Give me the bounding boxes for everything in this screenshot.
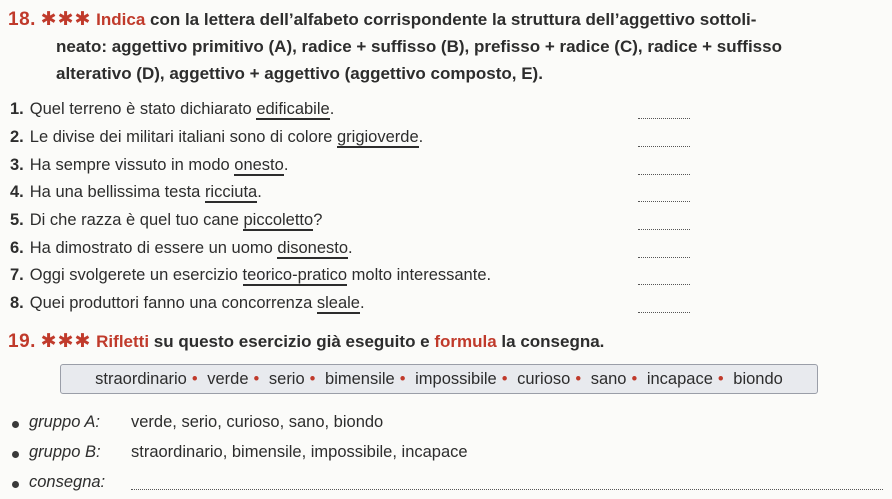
word: incapace: [646, 370, 713, 388]
answer-line[interactable]: [638, 312, 690, 313]
underlined-word: onesto: [234, 156, 284, 174]
underlined-word: disonesto: [277, 239, 349, 257]
consegna-label: consegna:: [29, 473, 106, 491]
underlined-word: piccoletto: [243, 211, 314, 229]
bullet-icon: [12, 481, 19, 488]
group-a-label: gruppo A:: [29, 413, 100, 431]
underlined-word: teorico-pratico: [242, 266, 348, 284]
instruction-line-1: con la lettera dell’alfabeto corrispondente la struttura dell’aggettivo sottoli-: [145, 10, 757, 29]
instruction-line-2: neato: aggettivo primitivo (A), radice + suffisso (B), prefisso + radice (C), radice + suffisso: [56, 37, 782, 56]
exercise-item: 4. Ha una bellissima testa ricciuta.: [10, 183, 262, 201]
exercise-item: 1. Quel terreno è stato dichiarato edificabile.: [10, 100, 335, 118]
exercise-item: 7. Oggi svolgerete un esercizio teorico-pratico molto interessante.: [10, 266, 492, 284]
answer-line[interactable]: [638, 201, 690, 202]
separator-dot-icon: •: [575, 370, 582, 388]
answer-line[interactable]: [638, 284, 690, 285]
group-a-words: verde, serio, curioso, sano, biondo: [131, 413, 384, 431]
exercise-number: 18.: [8, 9, 36, 30]
word: impossibile: [415, 370, 497, 388]
group-b-label: gruppo B:: [29, 443, 101, 461]
word: bimensile: [325, 370, 395, 388]
exercise-item: 3. Ha sempre vissuto in modo onesto.: [10, 156, 289, 174]
separator-dot-icon: •: [191, 370, 198, 388]
exercise-19-instructions: 19. ✱✱✱ Rifletti su questo esercizio già eseguito e formula la consegna.: [8, 331, 605, 352]
instruction-verb: Rifletti: [96, 332, 150, 351]
word: sano: [590, 370, 627, 388]
exercise-item: 6. Ha dimostrato di essere un uomo disonesto.: [10, 239, 353, 257]
instruction-verb: formula: [434, 332, 497, 351]
word: serio: [268, 370, 305, 388]
separator-dot-icon: •: [309, 370, 316, 388]
answer-line[interactable]: [638, 118, 690, 119]
exercise-item: 5. Di che razza è quel tuo cane piccoletto?: [10, 211, 323, 229]
answer-line[interactable]: [638, 257, 690, 258]
underlined-word: ricciuta: [204, 183, 258, 201]
underlined-word: edificabile: [256, 100, 330, 118]
underlined-word: grigioverde: [337, 128, 419, 146]
difficulty-stars-icon: ✱✱✱: [40, 9, 92, 30]
underlined-word: sleale: [316, 294, 360, 312]
exercise-number: 19.: [8, 331, 36, 352]
bullet-icon: [12, 421, 19, 428]
difficulty-stars-icon: ✱✱✱: [40, 331, 92, 352]
separator-dot-icon: •: [717, 370, 724, 388]
separator-dot-icon: •: [253, 370, 260, 388]
word: biondo: [733, 370, 783, 388]
exercise-item: 8. Quei produttori fanno una concorrenza sleale.: [10, 294, 365, 312]
word: straordinario: [95, 370, 187, 388]
exercise-18-instructions: [8, 6, 888, 87]
exercise-item: 2. Le divise dei militari italiani sono di colore grigioverde.: [10, 128, 424, 146]
instruction-line-3: alterativo (D), aggettivo + aggettivo (aggettivo composto, E).: [56, 64, 543, 83]
separator-dot-icon: •: [399, 370, 406, 388]
word: curioso: [517, 370, 571, 388]
group-b-words: straordinario, bimensile, impossibile, incapace: [131, 443, 468, 461]
consegna-answer-line[interactable]: [131, 489, 883, 490]
answer-line[interactable]: [638, 146, 690, 147]
word-bank: [60, 364, 818, 394]
separator-dot-icon: •: [631, 370, 638, 388]
bullet-icon: [12, 451, 19, 458]
instruction-verb: Indica: [96, 10, 146, 29]
separator-dot-icon: •: [501, 370, 508, 388]
word: verde: [207, 370, 249, 388]
answer-line[interactable]: [638, 174, 690, 175]
answer-line[interactable]: [638, 229, 690, 230]
